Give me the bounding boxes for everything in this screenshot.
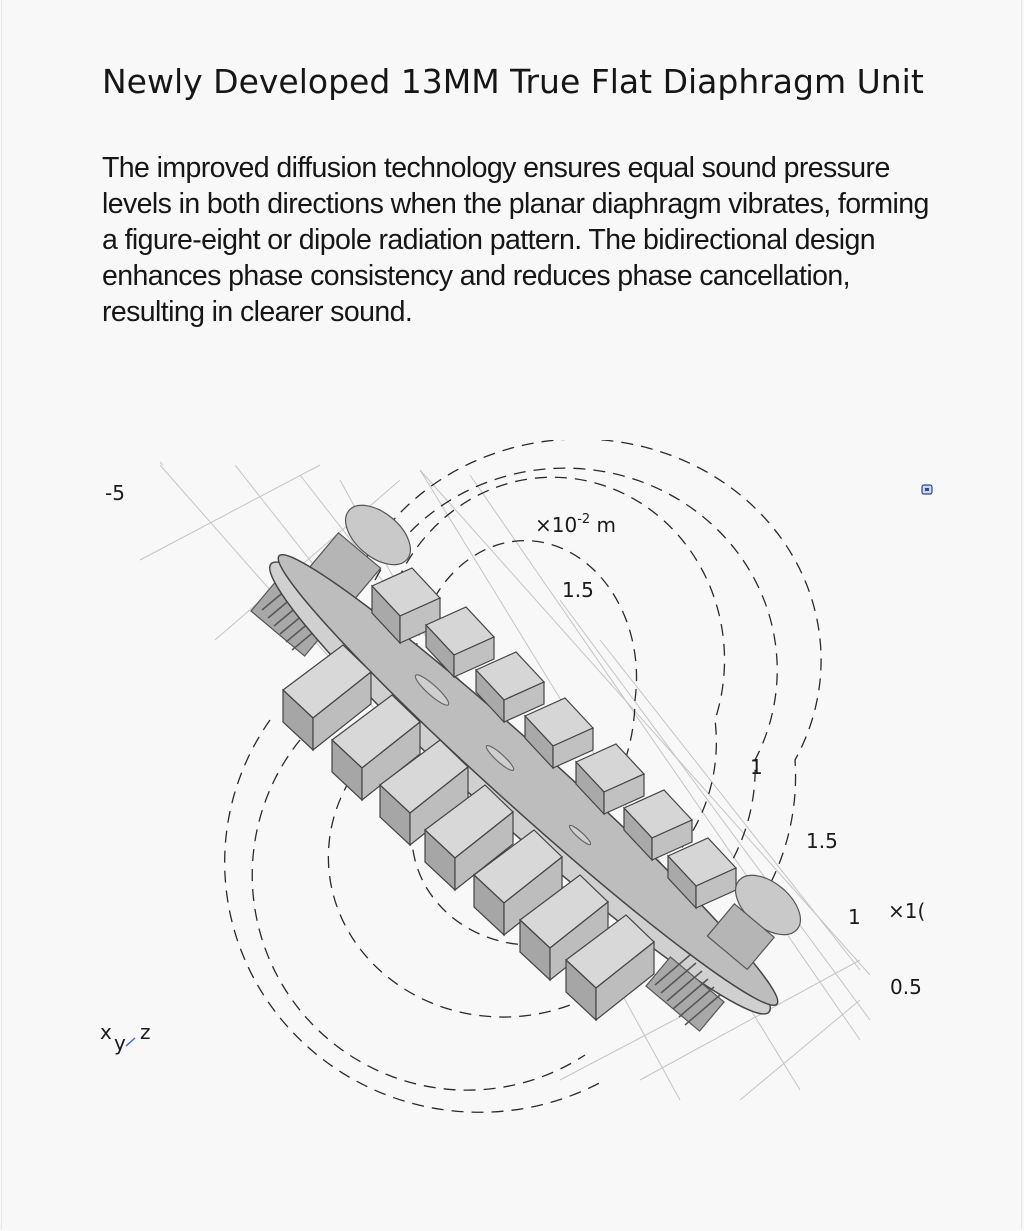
description-text: The improved diffusion technology ensures equal sound pressure levels in both directions when the planar diaphragm vibrates, forming a figure-eight or dipole radiation pattern. The bidirectional design enhances phase consistency and reduces phase cancellation, resulting in clearer sound. [102,152,929,328]
diaphragm-disc [246,534,797,1041]
unit-label-prefix: ×10 [535,513,578,537]
radius-label-top: 1.5 [562,578,594,602]
diaphragm-radiation-diagram [0,440,1024,1140]
small-cube-icon [922,485,932,494]
axis-z-label: z [140,1020,151,1044]
page-title: Newly Developed 13MM True Flat Diaphragm Unit [102,62,924,101]
right-unit-label: ×1( [888,899,926,923]
unit-label [535,512,616,537]
right-label-0-5: 0.5 [890,975,922,999]
axis-x-label: x [100,1020,112,1044]
unit-label-exponent: -2 [577,512,591,527]
radius-label-mid: 1 [750,755,763,779]
axis-y-label: y [114,1031,126,1055]
right-label-1-5: 1.5 [806,829,838,853]
scale-label-left: -5 [105,481,125,505]
unit-label-unit: m [590,513,617,537]
axis-triad [100,1020,151,1055]
axis-z-line [126,1038,135,1046]
right-label-1: 1 [848,905,861,929]
